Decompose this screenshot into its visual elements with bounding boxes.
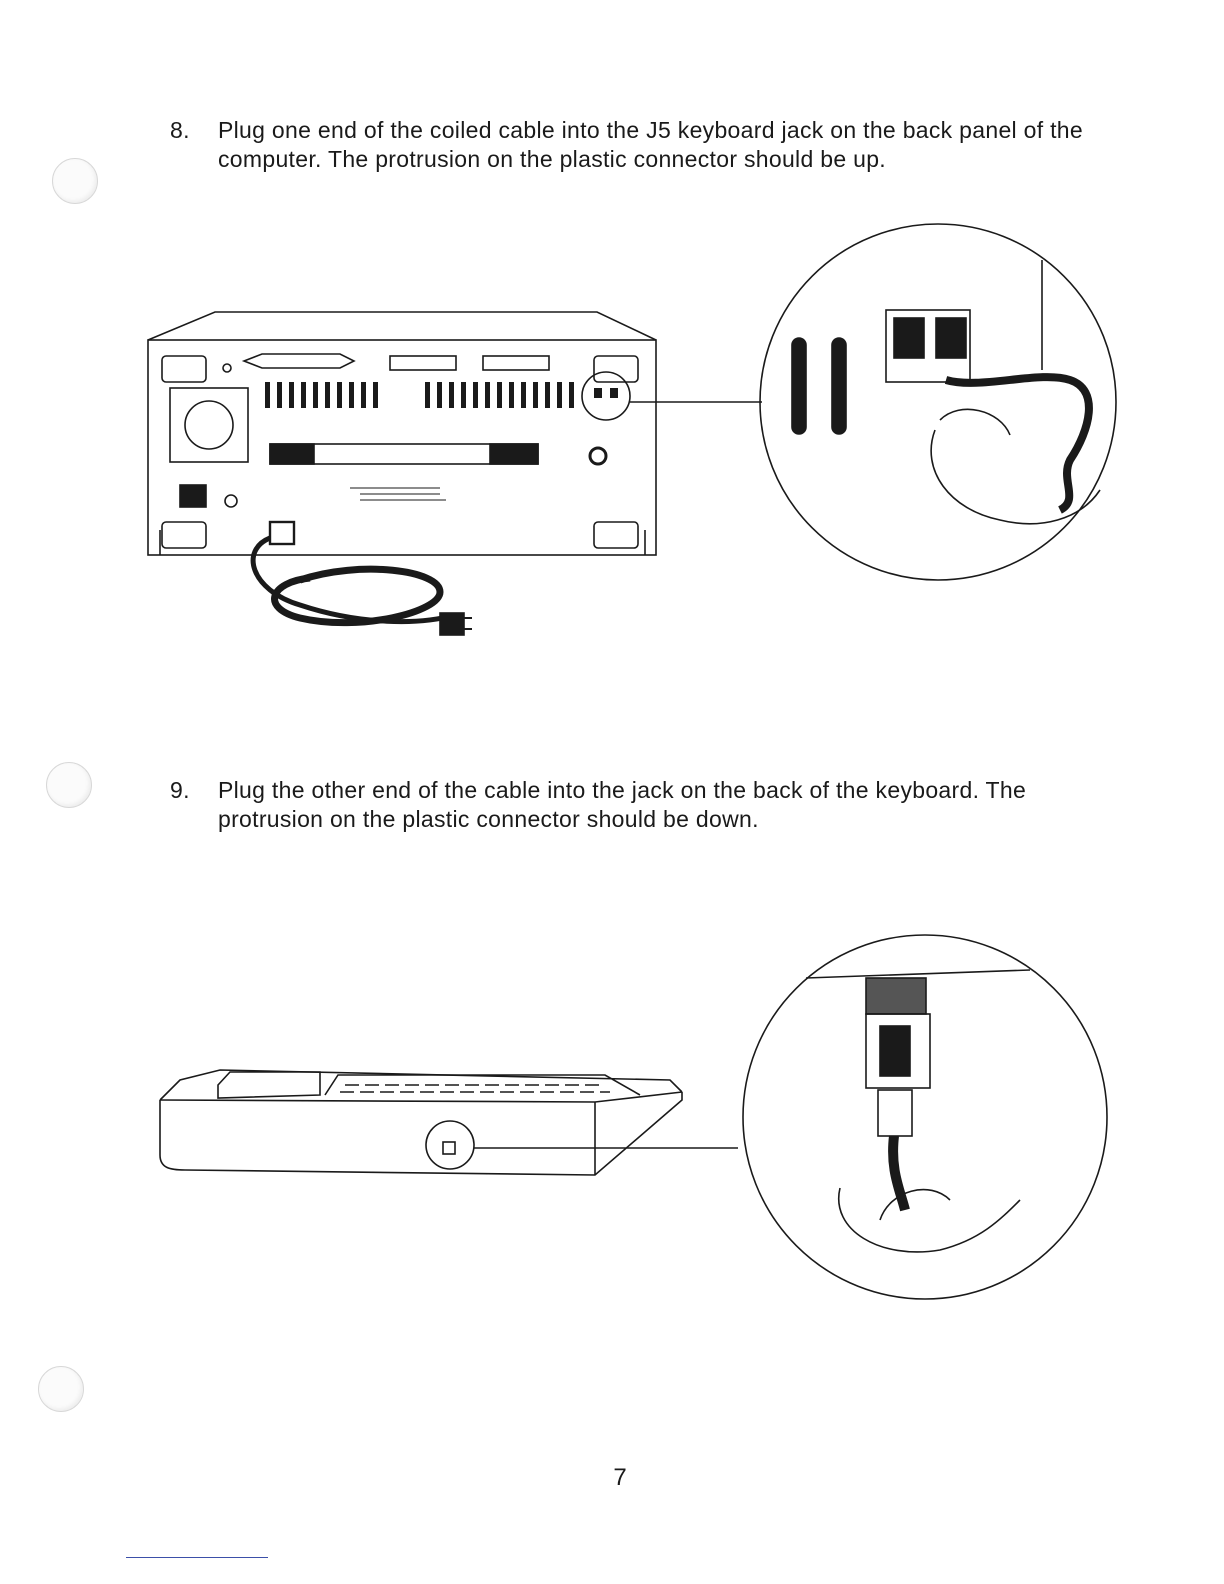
binder-hole-icon: [38, 1366, 84, 1412]
page-number: 7: [613, 1464, 627, 1491]
step-number: 8.: [170, 117, 190, 143]
binder-hole-icon: [52, 158, 98, 204]
step-9: [170, 776, 1085, 834]
step-text: Plug the other end of the cable into the jack on the back of the keyboard. The protrusion on the plastic connector should be down.: [218, 777, 1027, 832]
step-text: Plug one end of the coiled cable into the J5 keyboard jack on the back panel of the computer. The protrusion on the plastic connector should be up.: [218, 117, 1083, 172]
computer-back-panel-figure: [0, 220, 1224, 660]
step-8: [170, 116, 1085, 174]
step-number: 9.: [170, 777, 190, 803]
binder-hole-icon: [46, 762, 92, 808]
keyboard-jack-figure: [0, 930, 1224, 1320]
footer-rule: [126, 1557, 268, 1558]
